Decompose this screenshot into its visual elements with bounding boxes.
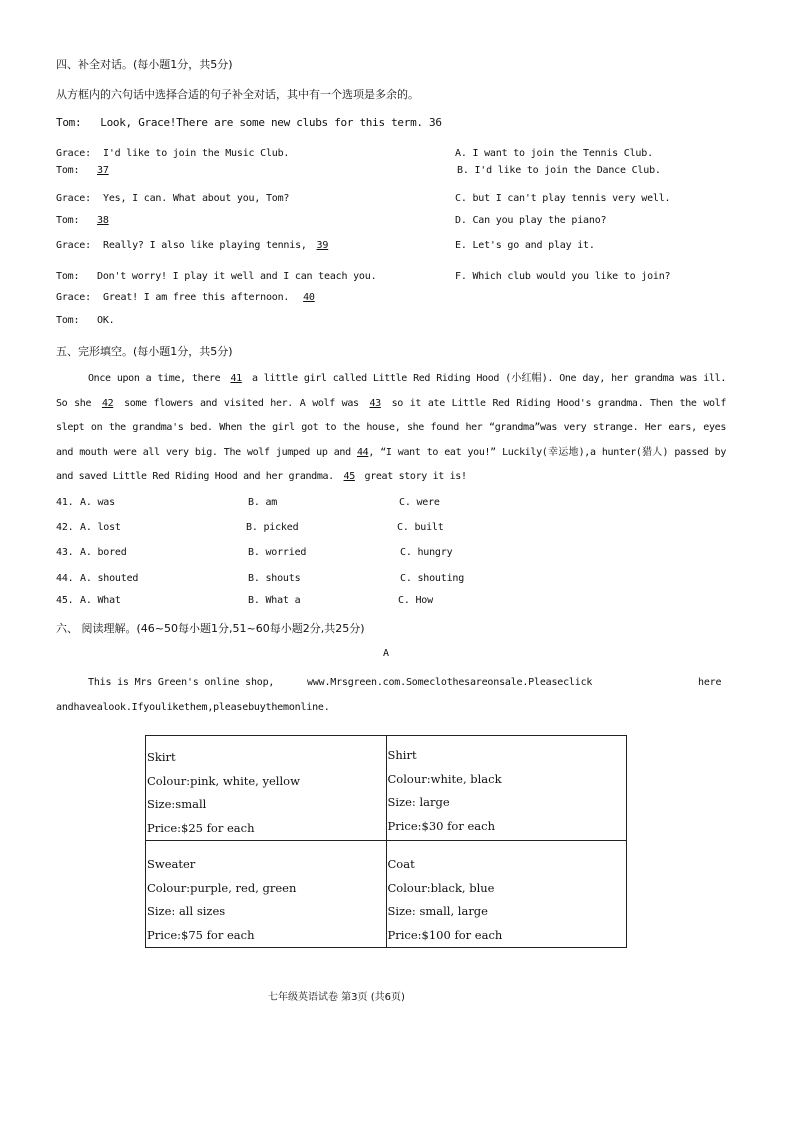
- question-number: 42.: [56, 522, 74, 533]
- blank-44: 44: [356, 446, 369, 458]
- item-colour: Colour:white, black: [387, 771, 502, 786]
- blank-37: 37: [97, 165, 109, 176]
- option-c: C. but I can't play tennis very well.: [455, 193, 671, 204]
- choice-c: C. shouting: [400, 573, 465, 584]
- page-footer: 七年级英语试卷 第3页 (共6页): [268, 992, 405, 1003]
- line-text: Yes, I can. What about you, Tom?: [103, 193, 290, 204]
- choice-a: A. shouted: [80, 573, 139, 584]
- passage-text: so it ate Little Red Riding Hood's grandma. Then the wolf slept on the grandma's bed. When the girl got to the house, she found her “grandma”was very strange. Her ears, eyes and mouth were all very big. The wolf jumped up and: [56, 397, 727, 458]
- choice-b: B. What a: [248, 595, 301, 606]
- choice-c: C. How: [398, 595, 433, 606]
- choice-c: C. built: [397, 522, 444, 533]
- item-colour: Colour:purple, red, green: [147, 880, 297, 895]
- question-41: [56, 497, 440, 508]
- blank-41: 41: [230, 373, 242, 384]
- item-size: Size: large: [387, 795, 450, 809]
- table-cell-skirt: [146, 736, 387, 841]
- line-text: Really? I also like playing tennis,: [103, 240, 313, 251]
- passage-text: a little girl called Little Red Riding Hood (小红帽). One day, her grandma was ill. So she: [56, 373, 726, 409]
- question-number: 43.: [56, 547, 74, 558]
- line-text: I'd like to join the Music Club.: [103, 148, 290, 159]
- option-e: E. Let's go and play it.: [455, 240, 595, 251]
- clothes-table: [145, 735, 627, 948]
- item-size: Size: small, large: [387, 904, 488, 918]
- question-number: 44.: [56, 573, 74, 584]
- line-text: Don't worry! I play it well and I can teach you.: [97, 271, 377, 282]
- blank-38: 38: [97, 215, 109, 226]
- dialogue-line-grace-2: [56, 193, 289, 204]
- dialogue-line-grace-40: [56, 292, 323, 303]
- line-text: Great! I am free this afternoon.: [103, 292, 296, 303]
- blank-39: 39: [316, 240, 329, 251]
- item-name: Skirt: [147, 750, 176, 764]
- shop-intro-3: andhavealook.Ifyoulikethem,pleasebuythemonline.: [56, 702, 330, 713]
- line-text: OK.: [97, 315, 115, 326]
- dialogue-line-tom-37: [56, 165, 109, 176]
- item-price: Price:$30 for each: [387, 818, 495, 833]
- blank-42: 42: [101, 397, 114, 409]
- table-row: [146, 841, 627, 948]
- option-d: D. Can you play the piano?: [455, 215, 607, 226]
- question-44: [56, 573, 464, 584]
- cloze-passage: [56, 367, 726, 490]
- item-colour: Colour:black, blue: [387, 880, 495, 895]
- item-size: Size:small: [147, 797, 207, 811]
- section4-instruction: 从方框内的六句话中选择合适的句子补全对话，其中有一个选项是多余的。: [56, 88, 419, 101]
- passage-label-a: A: [383, 648, 389, 659]
- item-name: Shirt: [387, 748, 417, 762]
- dialogue-line-grace-1: [56, 148, 289, 159]
- dialogue-line-grace-39: [56, 240, 334, 251]
- speaker: Tom:: [56, 271, 80, 282]
- choice-b: B. picked: [246, 522, 299, 533]
- choice-b: B. worried: [248, 547, 307, 558]
- item-name: Sweater: [147, 857, 196, 871]
- blank-45: 45: [343, 471, 355, 482]
- section4-heading: 四、补全对话。(每小题1分，共5分): [56, 58, 233, 71]
- shop-intro-here-link[interactable]: here: [698, 677, 722, 688]
- item-price: Price:$100 for each: [387, 927, 503, 942]
- choice-a: A. What: [80, 595, 121, 606]
- question-number: 41.: [56, 497, 74, 508]
- section5-heading: 五、完形填空。(每小题1分，共5分): [56, 345, 233, 358]
- passage-text: Once upon a time, there: [88, 373, 227, 384]
- passage-text: , “I want to eat you!” Luckily(幸运地),a hunter(猎人) passed by and saved Little Red Riding Hood and her grandma.: [56, 446, 726, 482]
- dialogue-intro: Tom: Look, Grace!There are some new clubs for this term. 36: [56, 116, 442, 129]
- speaker: Grace:: [56, 292, 91, 303]
- passage-text: great story it is!: [358, 471, 467, 482]
- item-size: Size: all sizes: [147, 904, 226, 918]
- speaker: Grace:: [56, 240, 91, 251]
- item-name: Coat: [387, 857, 415, 871]
- passage-text: some flowers and visited her. A wolf was: [117, 397, 366, 409]
- speaker: Grace:: [56, 193, 91, 204]
- speaker: Tom:: [56, 315, 80, 326]
- table-cell-coat: [386, 841, 627, 948]
- choice-b: B. shouts: [248, 573, 301, 584]
- dialogue-line-tom-3: [56, 271, 376, 282]
- blank-43: 43: [369, 397, 381, 409]
- shop-intro-2: www.Mrsgreen.com.Someclothesareonsale.Pleaseclick: [307, 677, 593, 688]
- choice-c: C. were: [399, 497, 440, 508]
- item-colour: Colour:pink, white, yellow: [147, 773, 300, 788]
- option-b: B. I'd like to join the Dance Club.: [457, 165, 661, 176]
- table-cell-shirt: [386, 736, 627, 841]
- speaker: Tom:: [56, 215, 80, 226]
- choice-a: A. lost: [80, 522, 121, 533]
- speaker: Grace:: [56, 148, 91, 159]
- question-42: [56, 522, 444, 533]
- dialogue-line-tom-4: [56, 315, 114, 326]
- blank-40: 40: [303, 292, 315, 303]
- dialogue-line-tom-38: [56, 215, 109, 226]
- choice-b: B. am: [248, 497, 278, 508]
- table-cell-sweater: [146, 841, 387, 948]
- option-f: F. Which club would you like to join?: [455, 271, 671, 282]
- choice-c: C. hungry: [400, 547, 453, 558]
- option-a: A. I want to join the Tennis Club.: [455, 148, 653, 159]
- question-number: 45.: [56, 595, 74, 606]
- item-price: Price:$75 for each: [147, 927, 255, 942]
- speaker: Tom:: [56, 165, 80, 176]
- question-45: [56, 595, 433, 606]
- shop-intro-1: This is Mrs Green's online shop,: [88, 677, 275, 688]
- section6-heading: 六、 阅读理解。(46~50每小题1分,51~60每小题2分,共25分): [56, 622, 365, 635]
- choice-a: A. was: [80, 497, 115, 508]
- choice-a: A. bored: [80, 547, 127, 558]
- table-row: [146, 736, 627, 841]
- item-price: Price:$25 for each: [147, 820, 255, 835]
- question-43: [56, 547, 452, 558]
